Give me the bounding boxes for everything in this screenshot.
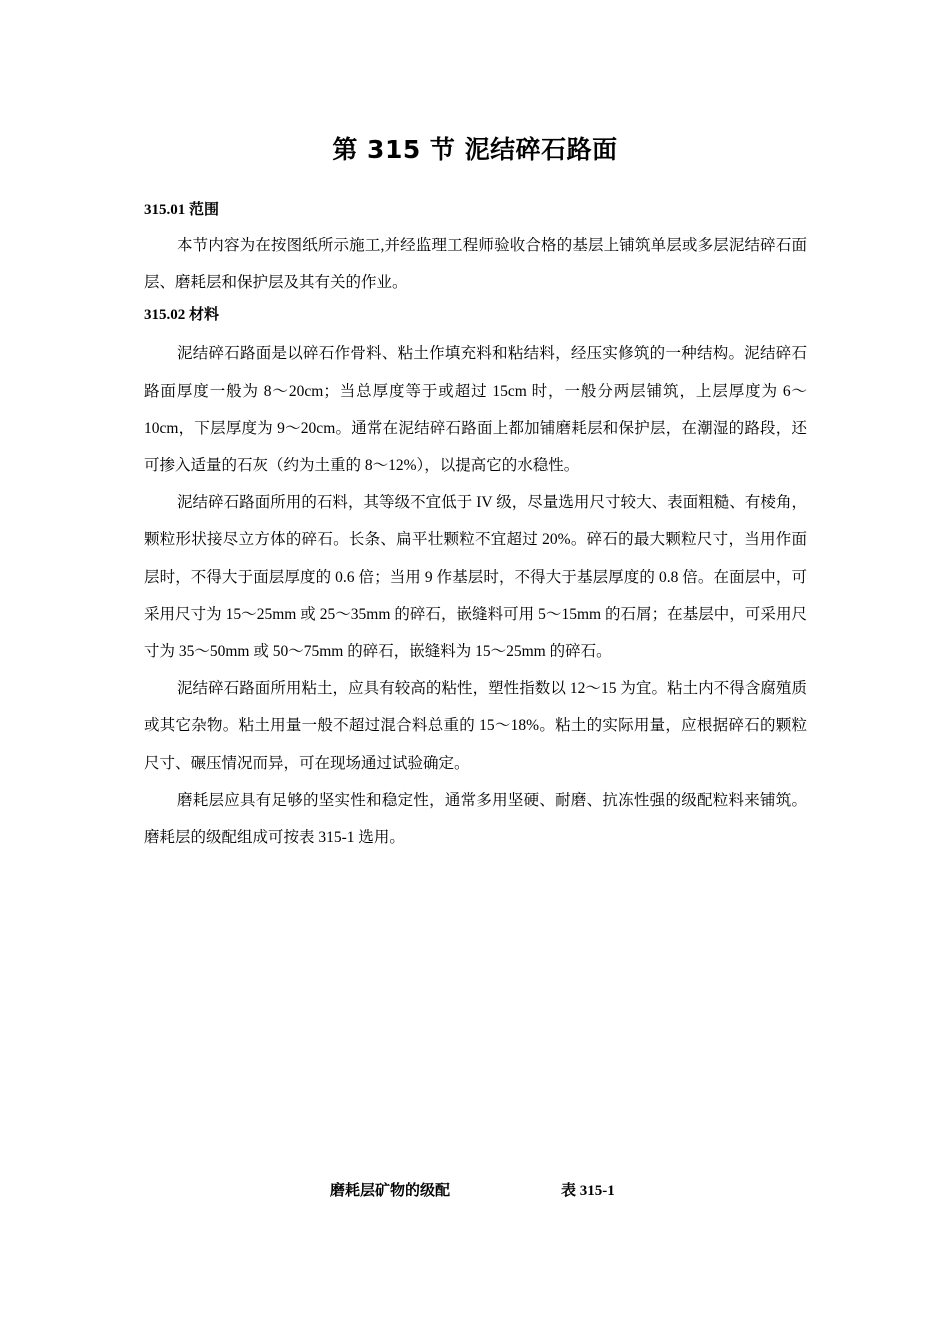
section-heading-scope: 315.01 范围 bbox=[144, 202, 220, 218]
paragraph-materials-wear-layer: 磨耗层应具有足够的坚实性和稳定性，通常多用坚硬、耐磨、抗冻性强的级配粒料来铺筑。磨耗层的级配组成可按表 315-1 选用。 bbox=[144, 791, 807, 847]
table-caption-number: 表 315-1 bbox=[561, 1183, 615, 1199]
table-caption-title: 磨耗层矿物的级配 bbox=[330, 1183, 451, 1199]
page-title: 第 315 节 泥结碎石路面 bbox=[332, 135, 618, 164]
paragraph-materials-stone: 泥结碎石路面所用的石料，其等级不宜低于 IV 级，尽量选用尺寸较大、表面粗糙、有棱角，颗粒形状接尽立方体的碎石。长条、扁平壮颗粒不宜超过 20%。碎石的最大颗粒尺寸，当用作面层时，不得大于面层厚度的 0.6 倍；当用 9 作基层时，不得大于基层厚度的 0.8 倍。在面层中，可采用尺寸为 15～25mm 或 25～35mm 的碎石，嵌缝料可用 5～15mm 的石屑；在基层中，可采用尺寸为 35～50mm 或 50～75mm 的碎石，嵌缝料为 15～25mm 的碎石。 bbox=[144, 494, 807, 661]
paragraph-materials-clay: 泥结碎石路面所用粘土，应具有较高的粘性，塑性指数以 12～15 为宜。粘土内不得含腐殖质或其它杂物。粘土用量一般不超过混合料总重的 15～18%。粘土的实际用量，应根据碎石的颗粒尺寸、碾压情况而异，可在现场通过试验确定。 bbox=[144, 680, 807, 772]
paragraph-materials-structure: 泥结碎石路面是以碎石作骨料、粘土作填充料和粘结料，经压实修筑的一种结构。泥结碎石路面厚度一般为 8～20cm；当总厚度等于或超过 15cm 时，一般分两层铺筑，上层厚度为 6～10cm，下层厚度为 9～20cm。通常在泥结碎石路面上都加铺磨耗层和保护层，在潮湿的路段，还可掺入适量的石灰（约为土重的 8～12%），以提高它的水稳性。 bbox=[144, 345, 807, 475]
document-body bbox=[144, 197, 807, 856]
section-heading-materials: 315.02 材料 bbox=[144, 307, 220, 324]
paragraph-scope: 本节内容为在按图纸所示施工,并经监理工程师验收合格的基层上铺筑单层或多层泥结碎石面层、磨耗层和保护层及其有关的作业。 bbox=[144, 237, 807, 292]
